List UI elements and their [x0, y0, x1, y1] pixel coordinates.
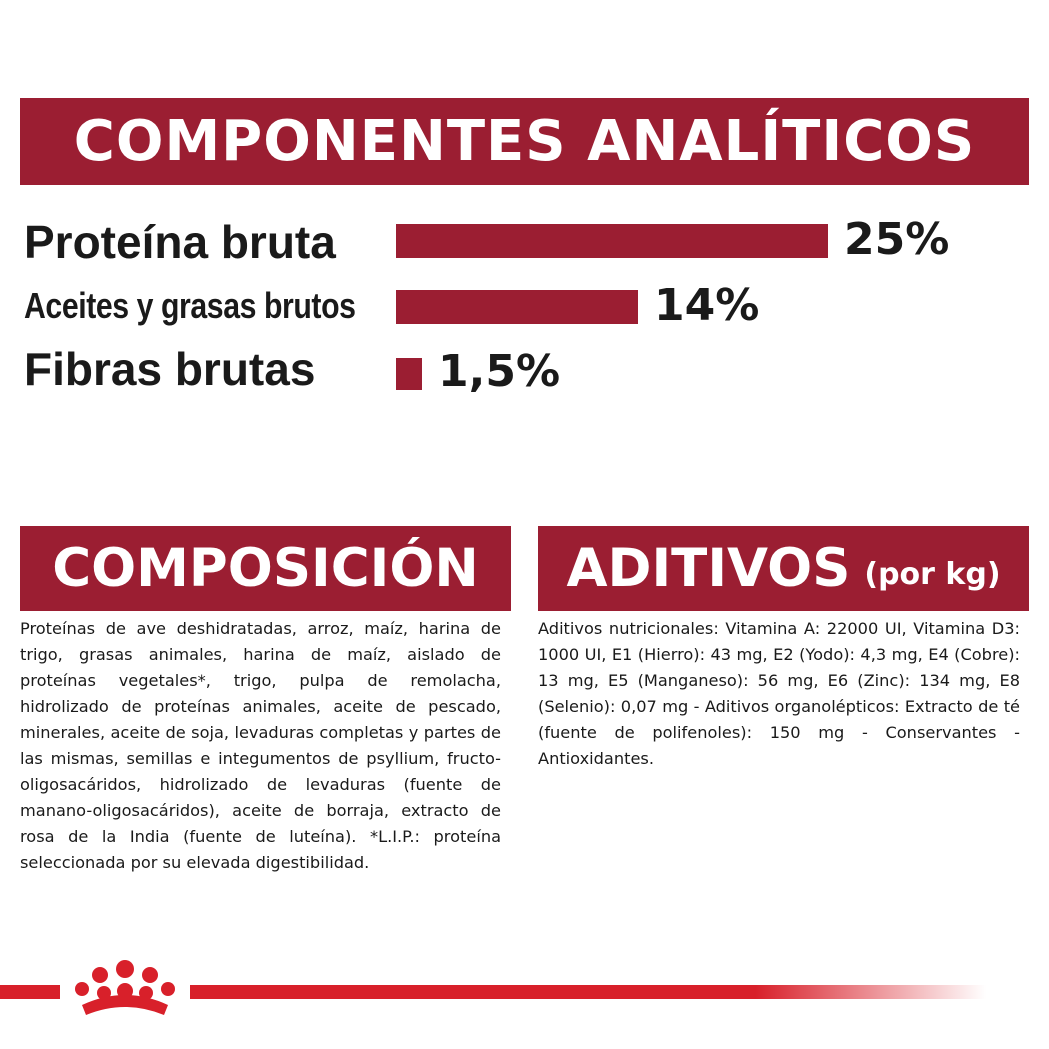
additives-text: Aditivos nutricionales: Vitamina A: 22000 UI, Vitamina D3: 1000 UI, E1 (Hierro): 43 mg, E2 (Yodo): 4,3 mg, E4 (Cobre): 13 mg, E5 (Manganeso): 56 mg, E6 (Zinc): 134 mg, E8 (Selenio): 0,07 mg - Aditivos organolépticos: Extracto de té (fuente de polifenoles): 150 mg - Conservantes - Antioxidantes.: [538, 619, 1020, 768]
analytic-components-banner: [20, 98, 1029, 185]
fibre-label: Fibras brutas: [24, 343, 316, 395]
composition-text: Proteínas de ave deshidratadas, arroz, maíz, harina de trigo, grasas animales, harina de maíz, aislado de proteínas vegetales*, trigo, pulpa de remolacha, hidrolizado de proteínas animales, aceite de pescado, minerales, aceite de soja, levaduras completas y partes de las mismas, semillas e integumentos de psyllium, fructo-oligosacáridos, hidrolizado de levaduras (fuente de manano-oligosacáridos), aceite de borraja, extracto de rosa de la India (fuente de luteína). *L.I.P.: proteína seleccionada por su elevada digestibilidad.: [20, 619, 501, 872]
protein-value: 25%: [844, 214, 950, 265]
additives-banner: [538, 526, 1029, 611]
fibre-bar: [396, 358, 422, 390]
additives-subtitle: (por kg): [864, 557, 1001, 592]
analytic-components-title: COMPONENTES ANALÍTICOS: [73, 109, 976, 174]
fat-bar: [396, 290, 638, 324]
protein-bar: [396, 224, 828, 258]
additives-title: ADITIVOS: [566, 538, 851, 599]
fat-value: 14%: [654, 280, 760, 331]
fat-label: Aceites y grasas brutos: [24, 285, 356, 326]
fibre-value: 1,5%: [438, 346, 561, 397]
protein-label: Proteína bruta: [24, 216, 336, 268]
composition-banner: [20, 526, 511, 611]
crown-logo-icon: [60, 955, 190, 1027]
composition-title: COMPOSICIÓN: [52, 538, 479, 599]
